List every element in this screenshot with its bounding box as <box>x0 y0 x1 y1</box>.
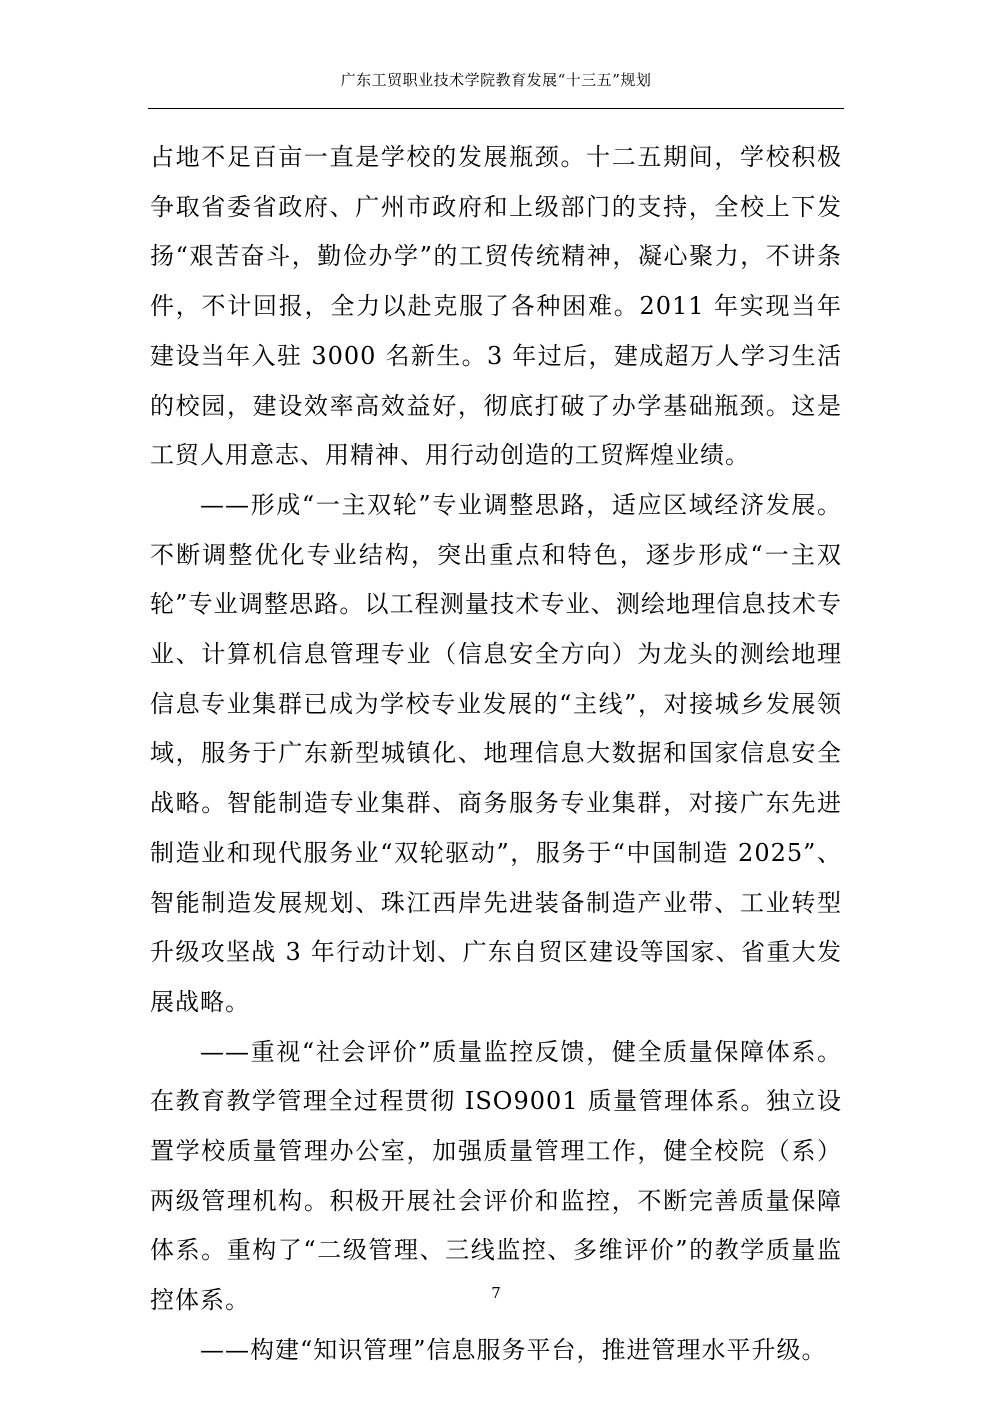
header-divider <box>148 108 844 109</box>
page-number: 7 <box>491 1284 501 1302</box>
paragraph-knowledge-management: ——构建“知识管理”信息服务平台，推进管理水平升级。 <box>200 1335 827 1364</box>
paragraph-specialty-adjustment: ——形成“一主双轮”专业调整思路，适应区域经济发展。不断调整优化专业结构，突出重点和特色，逐步形成“一主双轮”专业调整思路。以工程测量技术专业、测绘地理信息技术专业、计算机信息管理专业（信息安全方向）为龙头的测绘地理信息专业集群已成为学校专业发展的“主线”，对接城乡发展领域，服务于广东新型城镇化、地理信息大数据和国家信息安全战略。智能制造专业集群、商务服务专业集群，对接广东先进制造业和现代服务业“双轮驱动”，服务于“中国制造 2025”、智能制造发展规划、珠江西岸先进装备制造产业带、工业转型升级攻坚战 3 年行动计划、广东自贸区建设等国家、省重大发展战略。 <box>150 490 842 1016</box>
running-header: 广东工贸职业技术学院教育发展“十三五”规划 <box>340 71 652 89</box>
paragraph-campus-construction: 占地不足百亩一直是学校的发展瓶颈。十二五期间，学校积极争取省委省政府、广州市政府和上级部门的支持，全校上下发扬“艰苦奋斗，勤俭办学”的工贸传统精神，凝心聚力，不讲条件，不计回报，全力以赴克服了各种困难。2011 年实现当年建设当年入驻 3000 名新生。3 年过后，建成超万人学习生活的校园，建设效率高效益好，彻底打破了办学基础瓶颈。这是工贸人用意志、用精神、用行动创造的工贸辉煌业绩。 <box>150 143 842 470</box>
document-body <box>150 133 842 1376</box>
paragraph-quality-assurance: ——重视“社会评价”质量监控反馈，健全质量保障体系。在教育教学管理全过程贯彻 ISO9001 质量管理体系。独立设置学校质量管理办公室，加强质量管理工作，健全校院（系）两级管理机构。积极开展社会评价和监控，不断完善质量保障体系。重构了“二级管理、三线监控、多维评价”的教学质量监控体系。 <box>150 1037 842 1315</box>
